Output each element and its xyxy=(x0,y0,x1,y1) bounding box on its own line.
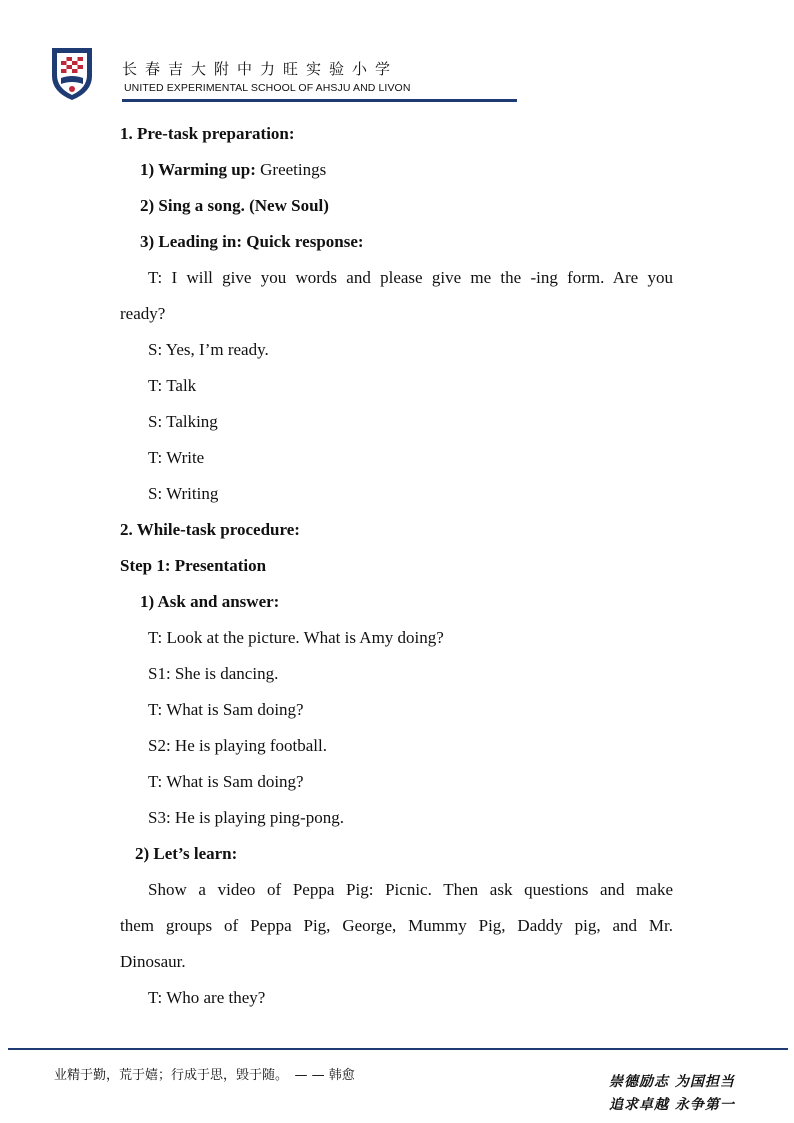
paragraph-line: Dinosaur. xyxy=(120,952,186,971)
dialogue-line: T: Look at the picture. What is Amy doing? xyxy=(148,628,444,647)
dialogue-line: T: Who are they? xyxy=(148,988,266,1007)
dialogue-line: T: What is Sam doing? xyxy=(148,700,304,719)
school-motto-line-2: 追求卓越 永争第一 xyxy=(609,1097,735,1113)
footer-divider xyxy=(8,1048,788,1050)
step-label: 1) Ask and answer: xyxy=(140,592,280,611)
paragraph-line: Show a video of Peppa Pig: Picnic. Then ask questions and make xyxy=(148,880,673,899)
dialogue-line: S1: She is dancing. xyxy=(148,664,279,683)
paragraph-line: T: I will give you words and please give me the -ing form. Are you xyxy=(148,268,673,287)
section-heading: 2. While-task procedure: xyxy=(120,520,300,539)
school-motto-line-1: 崇德励志 为国担当 xyxy=(609,1074,735,1090)
step-text: Greetings xyxy=(255,160,327,179)
section-heading: 1. Pre-task preparation: xyxy=(120,124,295,143)
step-label: 2) Let’s learn: xyxy=(135,844,238,863)
dialogue-line: S3: He is playing ping-pong. xyxy=(148,808,344,827)
footer-quote: 业精于勤，荒于嬉；行成于思，毁于随。 — — 韩愈 xyxy=(54,1068,355,1083)
dialogue-line: T: Write xyxy=(148,448,205,467)
dialogue-line: S2: He is playing football. xyxy=(148,736,327,755)
step-heading: Step 1: Presentation xyxy=(120,556,267,575)
school-name-cn: 长春吉大附中力旺实验小学 xyxy=(122,60,399,78)
school-logo xyxy=(48,44,96,102)
dialogue-line: T: What is Sam doing? xyxy=(148,772,304,791)
step-label: 2) Sing a song. (New Soul) xyxy=(140,196,329,215)
school-name-en: UNITED EXPERIMENTAL SCHOOL OF AHSJU AND LIVON xyxy=(124,82,411,94)
dialogue-line: S: Writing xyxy=(148,484,219,503)
page-header xyxy=(48,44,518,104)
header-divider xyxy=(122,99,517,102)
paragraph-line: ready? xyxy=(120,304,166,323)
dialogue-line: T: Talk xyxy=(148,376,197,395)
step-line xyxy=(140,159,326,181)
step-label: 3) Leading in: Quick response: xyxy=(140,232,364,251)
paragraph-line: them groups of Peppa Pig, George, Mummy Pig, Daddy pig, and Mr. xyxy=(120,916,673,935)
dialogue-line: S: Yes, I’m ready. xyxy=(148,340,269,359)
dialogue-line: S: Talking xyxy=(148,412,218,431)
step-label: 1) Warming up: xyxy=(140,160,256,179)
